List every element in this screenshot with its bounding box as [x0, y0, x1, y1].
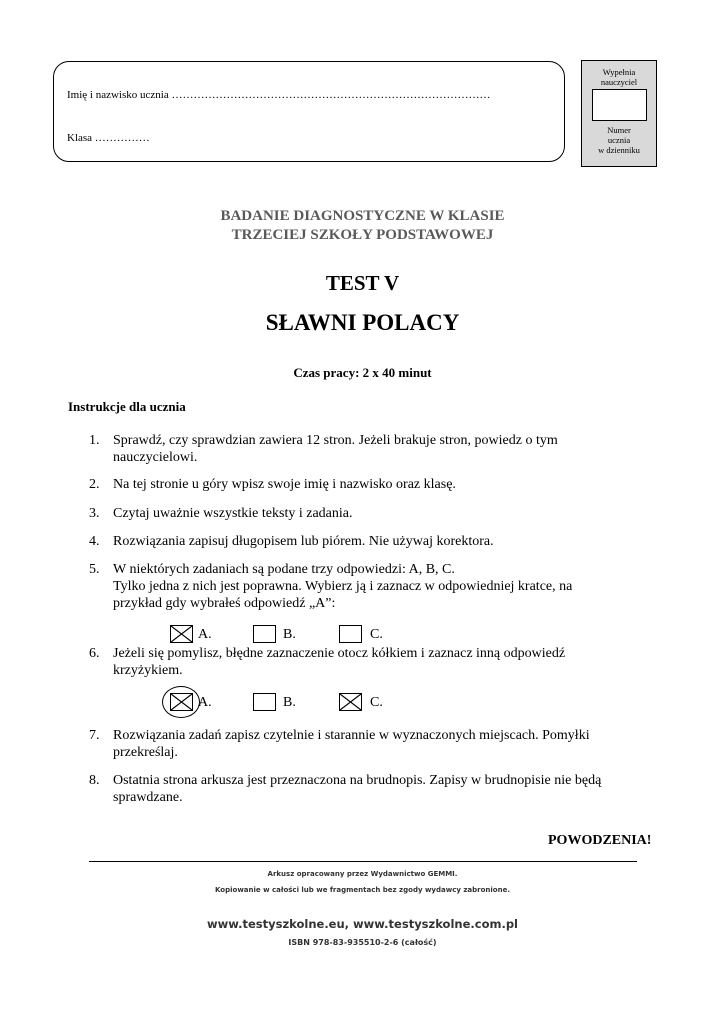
teacher-box-top-label — [582, 67, 656, 87]
example-checkbox-a-checked — [170, 625, 193, 643]
footer-divider — [89, 861, 637, 862]
instruction-line: przekreślaj. — [113, 745, 178, 760]
example-option-b: B. — [283, 627, 296, 642]
good-luck-text: POWODZENIA! — [548, 833, 652, 848]
instruction-number: 2. — [89, 477, 100, 492]
instruction-line: Czytaj uważnie wszystkie teksty i zadania. — [113, 506, 353, 521]
exam-heading — [0, 207, 725, 245]
instruction-number: 8. — [89, 773, 100, 788]
teacher-label-2: nauczyciel — [600, 77, 638, 87]
instruction-item-4 — [89, 533, 629, 550]
example-checkbox-a-corrected — [170, 693, 193, 711]
instruction-item-1 — [89, 432, 629, 466]
footer-publisher: Arkusz opracowany przez Wydawnictwo GEMMI. — [267, 870, 458, 878]
example2-option-a: A. — [198, 695, 212, 710]
example2-checkbox-b — [253, 693, 276, 711]
instruction-line: przykład gdy wybrałeś odpowiedź „A”: — [113, 596, 336, 611]
example-option-a: A. — [198, 627, 212, 642]
cross-mark-icon — [171, 694, 192, 710]
instruction-line: Jeżeli się pomylisz, błędne zaznaczenie otocz kółkiem i zaznacz inną odpowiedź — [113, 646, 566, 661]
student-class-field[interactable]: Klasa …………… — [67, 132, 150, 144]
instruction-number: 6. — [89, 646, 100, 661]
work-time: Czas pracy: 2 x 40 minut — [293, 365, 432, 380]
teacher-label-4: ucznia — [607, 135, 631, 145]
teacher-label-3: Numer — [607, 125, 631, 135]
student-name-field[interactable]: Imię i nazwisko ucznia …………………………………………………………………………… — [67, 89, 491, 101]
instruction-line: nauczycielowi. — [113, 450, 198, 465]
instruction-line: Rozwiązania zapisuj długopisem lub piórem. Nie używaj korektora. — [113, 534, 494, 549]
footer-websites[interactable]: www.testyszkolne.eu, www.testyszkolne.com.pl — [206, 917, 519, 931]
instruction-line: W niektórych zadaniach są podane trzy odpowiedzi: A, B, C. — [113, 562, 455, 577]
footer-copyright: Kopiowanie w całości lub we fragmentach bez zgody wydawcy zabronione. — [214, 886, 510, 894]
exam-heading-line-2: TRZECIEJ SZKOŁY PODSTAWOWEJ — [231, 227, 494, 243]
test-title: TEST V — [325, 271, 400, 295]
example2-checkbox-c-checked — [339, 693, 362, 711]
exam-heading-line-1: BADANIE DIAGNOSTYCZNE W KLASIE — [220, 208, 505, 224]
instruction-line: krzyżykiem. — [113, 663, 183, 678]
instruction-line: Sprawdź, czy sprawdzian zawiera 12 stron. Jeżeli brakuje stron, powiedz o tym — [113, 433, 558, 448]
instruction-line: Ostatnia strona arkusza jest przeznaczona na brudnopis. Zapisy w brudnopisie nie będą — [113, 773, 602, 788]
instruction-item-3 — [89, 505, 629, 522]
instructions-heading: Instrukcje dla ucznia — [68, 399, 186, 414]
test-subject: SŁAWNI POLACY — [265, 310, 460, 335]
student-info-box — [53, 61, 565, 162]
instruction-number: 7. — [89, 728, 100, 743]
instruction-number: 1. — [89, 433, 100, 448]
instruction-item-6 — [89, 645, 629, 679]
example-checkbox-b — [253, 625, 276, 643]
instruction-item-7 — [89, 727, 629, 761]
instruction-number: 4. — [89, 534, 100, 549]
student-number-field[interactable] — [592, 89, 647, 121]
instruction-line: Tylko jedna z nich jest poprawna. Wybierz ją i zaznacz w odpowiedniej kratce, na — [113, 579, 573, 594]
example-option-c: C. — [370, 627, 383, 642]
cross-mark-icon — [171, 626, 192, 642]
instruction-line: Na tej stronie u góry wpisz swoje imię i nazwisko oraz klasę. — [113, 477, 456, 492]
teacher-box — [581, 60, 657, 167]
example2-option-c: C. — [370, 695, 383, 710]
footer-isbn: ISBN 978-83-935510-2-6 (całość) — [288, 938, 437, 947]
teacher-label-5: w dzienniku — [598, 145, 640, 155]
instruction-item-5 — [89, 561, 629, 612]
instruction-number: 3. — [89, 506, 100, 521]
instruction-item-8 — [89, 772, 629, 806]
instruction-line: sprawdzane. — [113, 790, 183, 805]
cross-mark-icon — [340, 694, 361, 710]
example-checkbox-c — [339, 625, 362, 643]
instruction-line: Rozwiązania zadań zapisz czytelnie i starannie w wyznaczonych miejscach. Pomyłki — [113, 728, 590, 743]
instruction-item-2 — [89, 476, 629, 493]
teacher-label-1: Wypełnia — [602, 67, 636, 77]
example2-option-b: B. — [283, 695, 296, 710]
teacher-box-bottom-label — [582, 125, 656, 155]
instruction-number: 5. — [89, 562, 100, 577]
